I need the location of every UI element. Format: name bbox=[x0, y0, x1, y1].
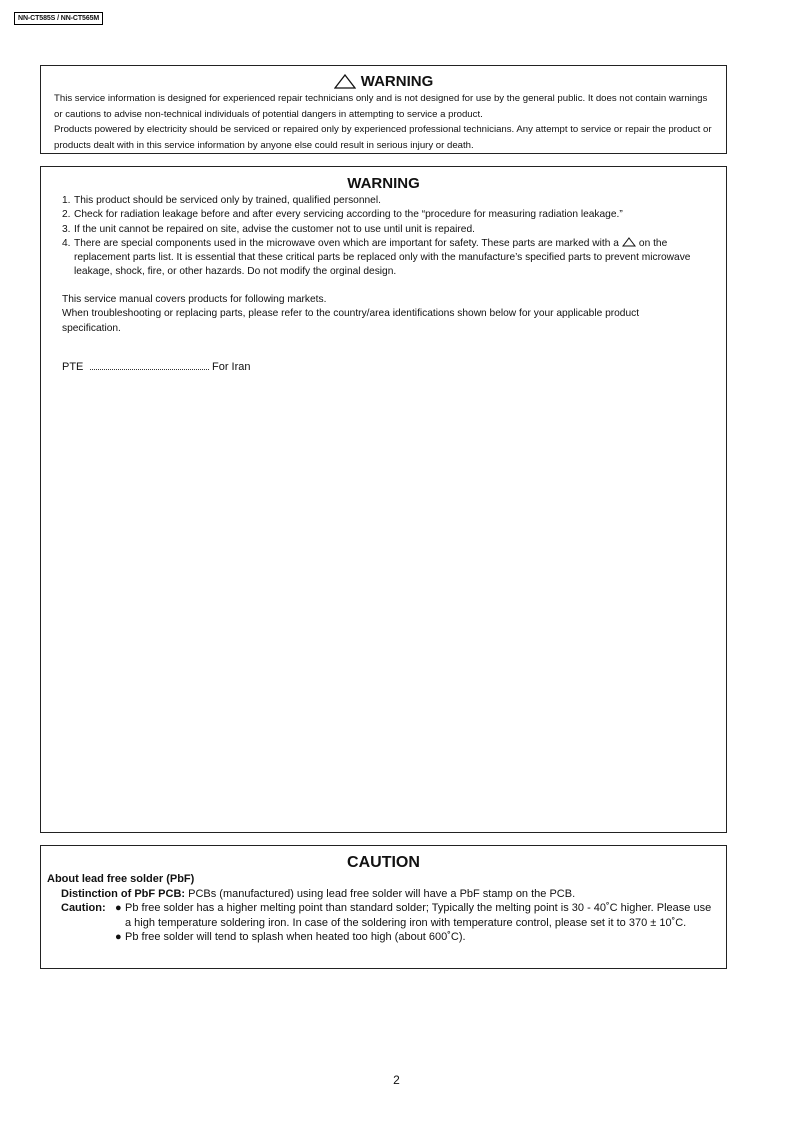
list-item bbox=[62, 223, 712, 237]
service-info-warning-box bbox=[40, 65, 727, 154]
list-item bbox=[62, 208, 712, 222]
warning-paragraph: This service information is designed for experienced repair technicians only and is not designed for use by the general public. It does not contain warnings or cautions to advise non-technical individuals of potential dangers in attempting to service a product. bbox=[54, 93, 708, 120]
page-number: 2 bbox=[393, 1073, 400, 1087]
caution-bullet-row bbox=[47, 901, 717, 930]
model-number-tag: NN-CT585S / NN-CT565M bbox=[14, 12, 103, 25]
market-label: For Iran bbox=[212, 361, 251, 373]
list-item-text-after: on the replacement parts list. It is essential that these critical parts be replaced only with the manufacture’s specified parts to prevent microwave leakage, shock, fire, or other hazards. Do not modify the orginal design. bbox=[74, 237, 691, 278]
warning-triangle-icon bbox=[334, 74, 356, 89]
warning-title: WARNING bbox=[360, 73, 434, 90]
list-item-text: Check for radiation leakage before and after every servicing according to the “procedure for measuring radiation leakage.” bbox=[74, 209, 623, 221]
caution-label-spacer bbox=[47, 930, 115, 945]
list-item-text-before: There are special components used in the microwave oven which are important for safety. These parts are marked with a bbox=[74, 237, 619, 249]
list-item-text bbox=[74, 237, 712, 280]
list-item bbox=[62, 237, 712, 280]
list-item bbox=[62, 194, 712, 208]
markets-intro-line: When troubleshooting or replacing parts, please refer to the country/area identifications shown below for your applicable product specification. bbox=[62, 308, 640, 334]
market-code: PTE bbox=[62, 361, 84, 373]
warning-list bbox=[62, 194, 712, 280]
list-item-text: If the unit cannot be repaired on site, advise the customer not to use until unit is repaired. bbox=[74, 223, 475, 235]
list-item-number: 1. bbox=[62, 195, 71, 206]
warning-paragraphs bbox=[54, 91, 714, 153]
caution-label: Caution: bbox=[61, 902, 106, 914]
caution-bullet-row bbox=[47, 930, 717, 945]
caution-bullet-text: Pb free solder will tend to splash when heated too high (about 600˚C). bbox=[125, 931, 466, 943]
caution-subtitle: About lead free solder (PbF) bbox=[47, 873, 195, 885]
list-item-number: 4. bbox=[62, 237, 71, 249]
warning-paragraph: Products powered by electricity should be serviced or repaired only by experienced professional technicians. Any attempt to service or repair the product or products dealt with in this service information by anyone else could result in serious injury or death. bbox=[54, 124, 712, 151]
bullet-icon: ● bbox=[115, 902, 122, 914]
distinction-text: PCBs (manufactured) using lead free solder will have a PbF stamp on the PCB. bbox=[188, 887, 576, 900]
list-item-number: 3. bbox=[62, 223, 71, 235]
distinction-label: Distinction of PbF PCB: bbox=[61, 887, 186, 900]
market-row bbox=[62, 360, 251, 374]
markets-intro bbox=[62, 293, 682, 336]
leader-dots bbox=[90, 360, 209, 370]
caution-body bbox=[47, 872, 717, 945]
caution-bullet-text: Pb free solder has a higher melting point than standard solder; Typically the melting point is 30 - 40˚C higher. Please use a high temperature soldering iron. In case of the soldering iron with temperature control, please set it to 370 ± 10˚C. bbox=[125, 902, 712, 929]
distinction-row bbox=[47, 887, 717, 902]
warning-list-heading: WARNING bbox=[347, 175, 420, 192]
safety-triangle-icon bbox=[622, 237, 636, 247]
list-item-number: 2. bbox=[62, 209, 71, 221]
bullet-icon: ● bbox=[115, 931, 122, 943]
list-item-text: This product should be serviced only by trained, qualified personnel. bbox=[74, 195, 381, 206]
caution-box bbox=[40, 845, 727, 969]
caution-heading: CAUTION bbox=[347, 854, 420, 871]
safety-warning-box bbox=[40, 166, 727, 833]
warning-heading bbox=[41, 73, 726, 91]
markets-intro-line: This service manual covers products for following markets. bbox=[62, 294, 327, 305]
